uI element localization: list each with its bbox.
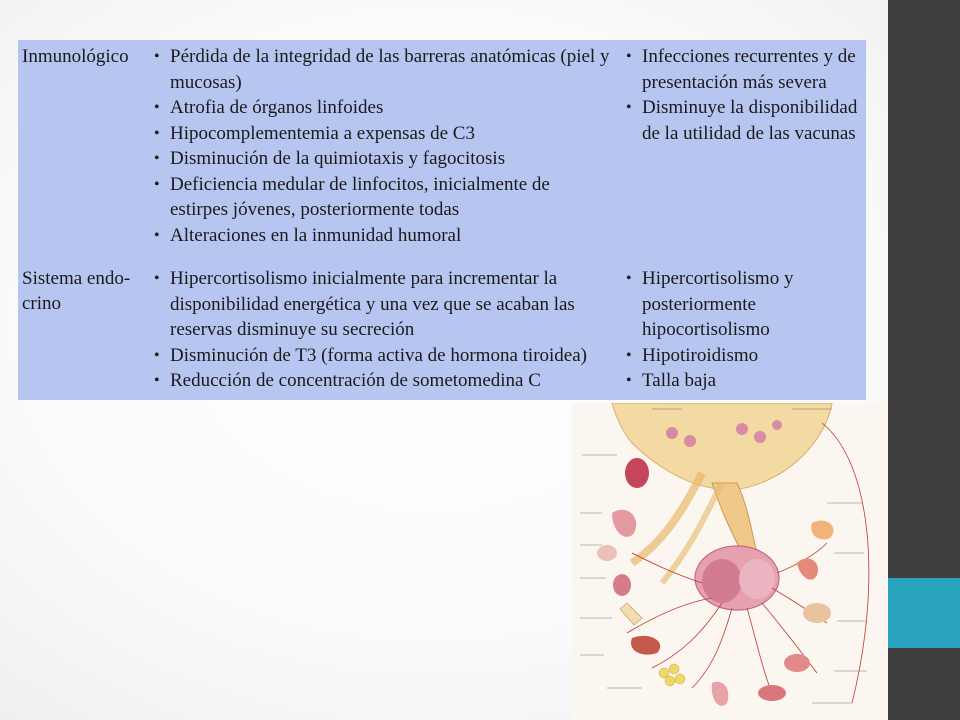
list-item: • Hipercortisolismo y posteriormente hipocortisolismo	[626, 268, 794, 340]
row-category: Inmunológico	[22, 46, 129, 67]
list-item: • Alteraciones en la inmunidad humoral	[154, 224, 462, 246]
row-category: Sistema endo-crino	[22, 268, 131, 314]
list-item: • Disminución de la quimiotaxis y fagocitosis	[154, 148, 506, 169]
list-item: • Deficiencia medular de linfocitos, inicialmente de estirpes jóvenes, posteriormente todas	[154, 173, 550, 220]
list-item: • Talla baja	[626, 370, 717, 391]
list-item: • Disminuye la disponibilidad de la utilidad de las vacunas	[626, 97, 858, 144]
effects-list	[152, 266, 612, 394]
list-item: • Hipotiroidismo	[626, 344, 759, 366]
illustration-drawing	[572, 403, 888, 720]
list-item: • Atrofia de órganos linfoides	[154, 97, 384, 118]
consequences-list	[624, 44, 864, 146]
effects-list	[152, 44, 612, 248]
slide-side-accent	[888, 578, 960, 648]
list-item: • Disminución de T3 (forma activa de hormona tiroidea)	[154, 344, 587, 366]
list-item: • Pérdida de la integridad de las barreras anatómicas (piel y mucosas)	[154, 46, 610, 93]
list-item: • Infecciones recurrentes y de presentación más severa	[626, 46, 856, 93]
consequences-list	[624, 266, 864, 394]
list-item: • Hipocomplementemia a expensas de C3	[154, 122, 475, 144]
list-item: • Reducción de concentración de sometomedina C	[154, 370, 541, 391]
list-item: • Hipercortisolismo inicialmente para incrementar la disponibilidad energética y una vez que se acaban las reservas disminuye su secreción	[154, 268, 575, 340]
endocrine-axis-illustration	[572, 403, 888, 720]
effects-table	[18, 40, 866, 400]
